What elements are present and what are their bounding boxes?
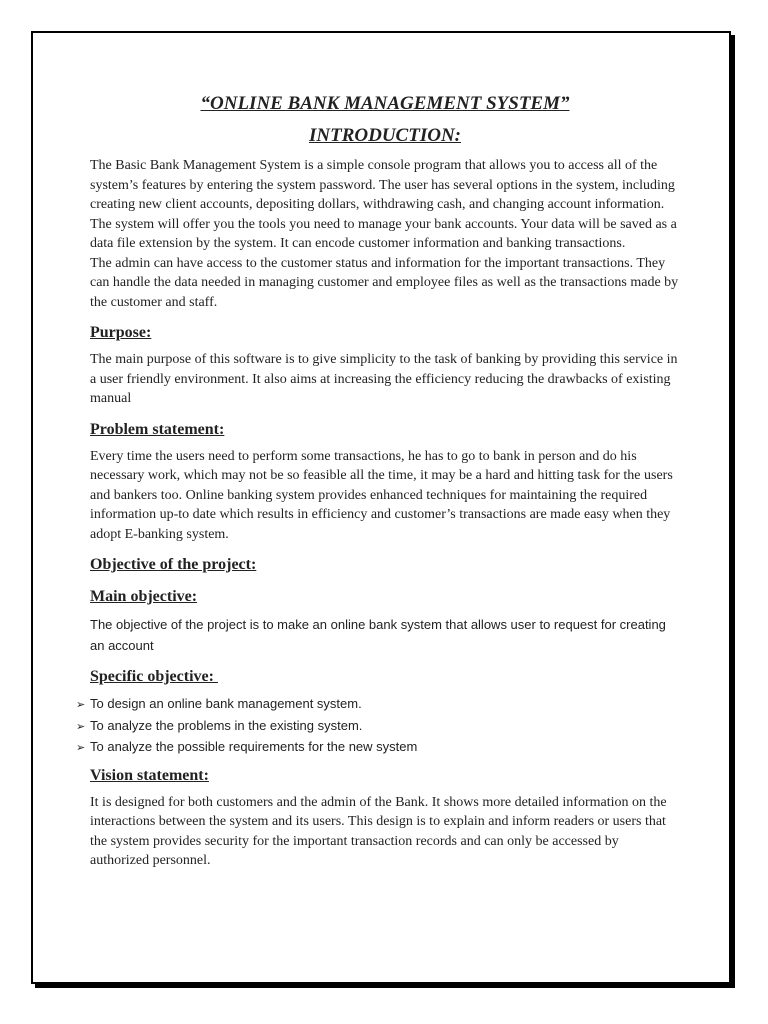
intro-paragraph: The Basic Bank Management System is a simple console program that allows you to access all of the system’s features by entering the system password. The user has several options in the system, including creating new client accounts, depositing dollars, withdrawing cash, and changing account information. The system will offer you the tools you need to manage your bank accounts. Your data will be saved as a data file extension by the system. It can encode customer information and banking transactions. The admin can have access to the customer status and information for the important transactions. They can handle the data needed in managing customer and employee files as well as the transactions made by the customer and staff. [90, 158, 679, 310]
vision-heading: Vision statement: [90, 766, 209, 784]
list-item [76, 694, 680, 716]
specific-objective-list [76, 694, 680, 759]
list-item [76, 737, 680, 759]
arrow-bullet-icon: ➢ [76, 699, 86, 711]
vision-paragraph: It is designed for both customers and the admin of the Bank. It shows more detailed information on the interactions between the system and its users. This design is to explain and inform readers or users that the system provides security for the important transaction records and can only be accessed by authorized personnel. [90, 794, 667, 868]
purpose-heading: Purpose: [90, 324, 152, 341]
section-title-introduction: INTRODUCTION: [309, 125, 461, 146]
list-item-text: To analyze the problems in the existing system. [90, 717, 363, 733]
purpose-paragraph: The main purpose of this software is to give simplicity to the task of banking by providing this service in a user friendly environment. It also aims at increasing the efficiency reducing the drawbacks of existing manual [90, 352, 678, 406]
list-item-text: To design an online bank management system. [90, 696, 362, 711]
arrow-bullet-icon: ➢ [76, 742, 86, 754]
main-objective-paragraph: The objective of the project is to make an online bank system that allows user to request for creating an account [90, 617, 666, 653]
objective-heading: Objective of the project: [90, 556, 257, 573]
list-item [76, 716, 680, 738]
specific-objective-heading: Specific objective: [90, 668, 218, 685]
main-objective-heading: Main objective: [90, 588, 198, 605]
arrow-bullet-icon: ➢ [76, 720, 86, 733]
problem-heading: Problem statement: [90, 420, 225, 438]
problem-paragraph: Every time the users need to perform some transactions, he has to go to bank in person and do his necessary work, which may not be so feasible all the time, it may be a hard and hitting task for the users and bankers too. Online banking system provides enhanced techniques for maintaining the required information up-to date which results in efficiency and customer’s transactions are made easy when they adopt E-banking system. [90, 448, 673, 542]
document-title: “ONLINE BANK MANAGEMENT SYSTEM” [200, 93, 570, 114]
document-body [76, 92, 680, 871]
list-item-text: To analyze the possible requirements for the new system [90, 739, 418, 754]
